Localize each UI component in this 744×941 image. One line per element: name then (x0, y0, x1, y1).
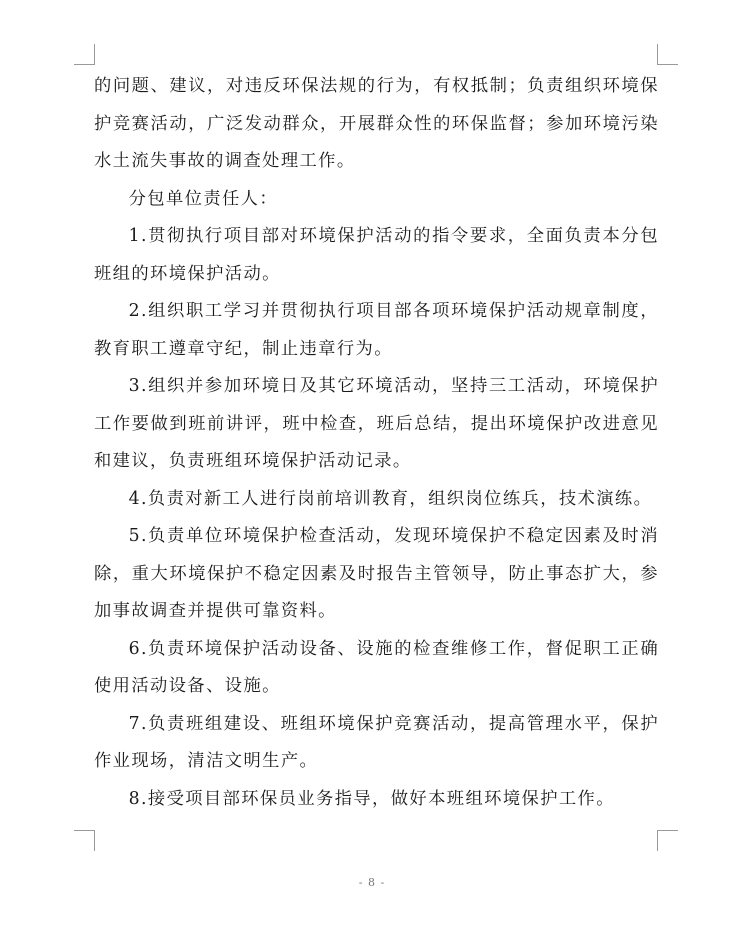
list-item-5: 5.负责单位环境保护检查活动，发现环境保护不稳定因素及时消除，重大环境保护不稳定因素及时报告主管领导，防止事态扩大，参加事故调查并提供可靠资料。 (94, 526, 659, 621)
section-heading: 分包单位责任人： (128, 188, 279, 209)
list-item-8: 8.接受项目部环保员业务指导，做好本班组环境保护工作。 (128, 788, 615, 809)
crop-mark-bottom-left (74, 830, 95, 851)
list-item-4: 4.负责对新工人进行岗前培训教育，组织岗位练兵，技术演练。 (128, 488, 653, 509)
crop-mark-top-right (657, 44, 678, 65)
crop-mark-bottom-right (657, 830, 678, 851)
crop-mark-top-left (74, 44, 95, 65)
list-item-2: 2.组织职工学习并贯彻执行项目部各项环境保护活动规章制度，教育职工遵章守纪，制止违章行为。 (94, 301, 659, 359)
paragraph-continuation: 的问题、建议，对违反环保法规的行为，有权抵制；负责组织环境保护竞赛活动，广泛发动群众，开展群众性的环保监督；参加环境污染水土流失事故的调查处理工作。 (94, 76, 659, 171)
list-item-6: 6.负责环境保护活动设备、设施的检查维修工作，督促职工正确使用活动设备、设施。 (94, 638, 659, 696)
page-number: - 8 - (358, 876, 386, 889)
list-item-7: 7.负责班组建设、班组环境保护竞赛活动，提高管理水平，保护作业现场，清洁文明生产。 (94, 713, 659, 771)
list-item-1: 1.贯彻执行项目部对环境保护活动的指令要求，全面负责本分包班组的环境保护活动。 (94, 226, 659, 284)
list-item-3: 3.组织并参加环境日及其它环境活动，坚持三工活动，环境保护工作要做到班前讲评，班中检查，班后总结，提出环境保护改进意见和建议，负责班组环境保护活动记录。 (94, 376, 659, 471)
document-body (94, 68, 659, 818)
